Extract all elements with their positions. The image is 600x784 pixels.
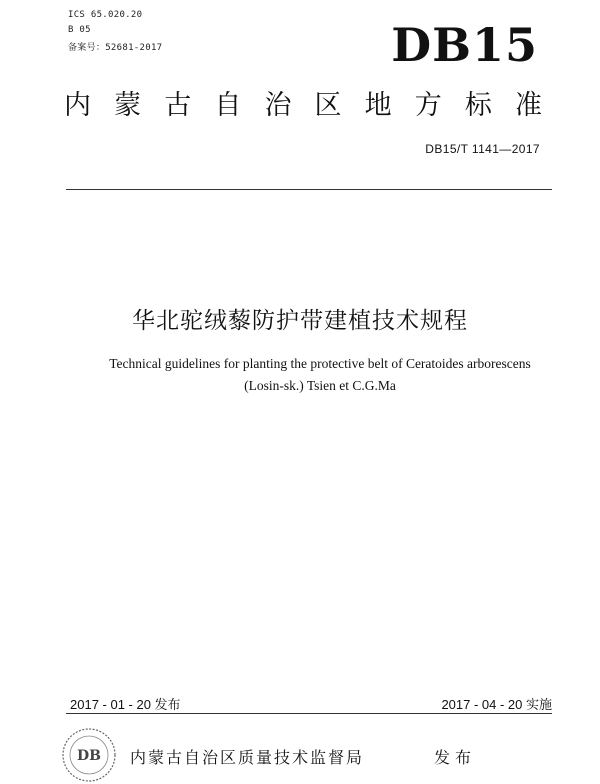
official-seal-icon: [60, 726, 118, 784]
document-title-chinese: 华北驼绒藜防护带建植技术规程: [132, 308, 468, 334]
ics-code: ICS 65.020.20: [68, 10, 143, 20]
filing-number: 备案号：52681-2017: [68, 43, 163, 53]
authority-title: [64, 92, 542, 119]
authority-title-char: 地: [364, 90, 392, 121]
authority-title-char: 标: [464, 90, 492, 121]
ccs-code: B 05: [68, 25, 91, 35]
document-title-english: [40, 353, 600, 397]
authority-title-char: 治: [264, 90, 292, 121]
seal-text: DB: [77, 748, 101, 764]
standard-number: DB15/T 1141—2017: [425, 142, 540, 156]
db-code-logo: DB15: [391, 18, 538, 72]
issue-label: 发布: [434, 748, 477, 767]
english-title-line: Technical guidelines for planting the protective belt of Ceratoides arborescens: [109, 356, 531, 371]
implementation-date: 2017 - 04 - 20 实施: [441, 697, 552, 712]
top-divider: [66, 189, 552, 190]
authority-title-char: 蒙: [114, 90, 142, 121]
authority-title-char: 准: [514, 90, 542, 121]
issue-date: 2017 - 01 - 20 发布: [70, 697, 181, 712]
issuing-authority: 内蒙古自治区质量技术监督局: [130, 748, 365, 767]
authority-title-char: 内: [64, 90, 91, 121]
authority-title-char: 自: [214, 90, 242, 121]
authority-title-char: 区: [314, 90, 342, 121]
bottom-divider: [66, 713, 552, 714]
authority-title-char: 方: [414, 90, 442, 121]
authority-title-char: 古: [164, 90, 192, 121]
english-title-line: (Losin-sk.) Tsien et C.G.Ma: [244, 378, 396, 393]
